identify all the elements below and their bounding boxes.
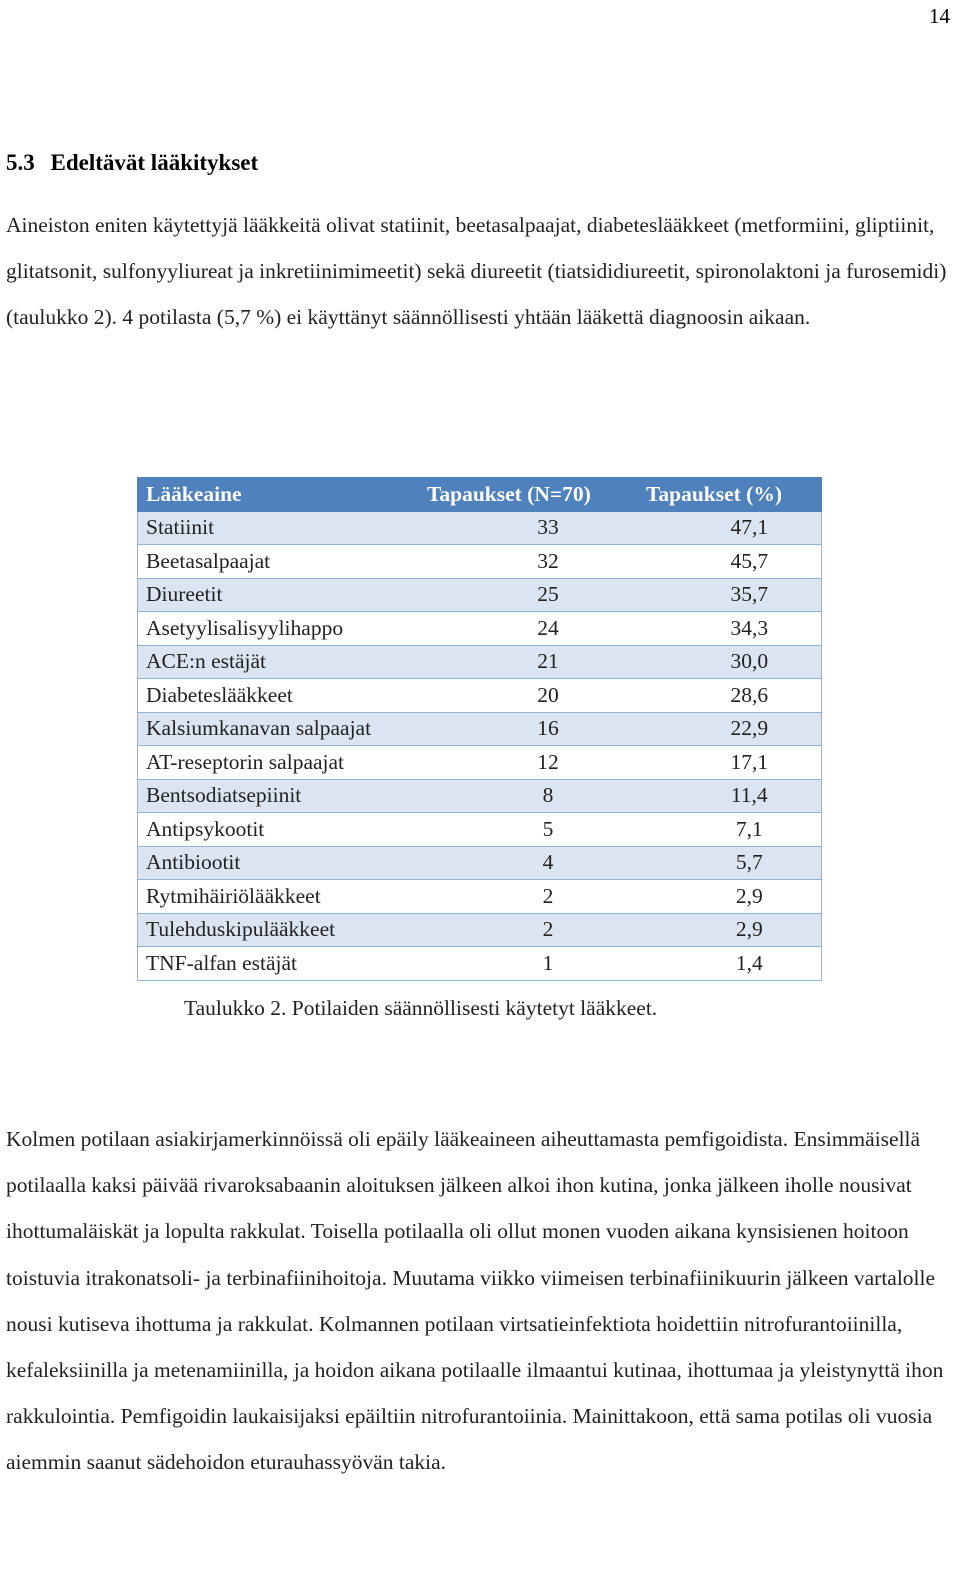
table-row	[138, 545, 822, 579]
cell-percent: 30,0	[638, 645, 822, 679]
cell-cases: 12	[419, 746, 638, 780]
cell-drug: Bentsodiatsepiinit	[138, 779, 419, 813]
table-row	[138, 880, 822, 914]
cell-cases: 2	[419, 913, 638, 947]
cell-percent: 28,6	[638, 679, 822, 713]
header-percent: Tapaukset (%)	[638, 478, 822, 512]
table-header-row	[138, 478, 822, 512]
table-row	[138, 846, 822, 880]
section-heading	[6, 150, 258, 176]
cell-percent: 47,1	[638, 511, 822, 545]
cell-drug: Beetasalpaajat	[138, 545, 419, 579]
cell-drug: Statiinit	[138, 511, 419, 545]
cell-cases: 2	[419, 880, 638, 914]
cell-percent: 17,1	[638, 746, 822, 780]
cell-drug: Diureetit	[138, 578, 419, 612]
table-body	[138, 511, 822, 980]
table-row	[138, 712, 822, 746]
cell-cases: 1	[419, 947, 638, 981]
header-drug: Lääkeaine	[138, 478, 419, 512]
header-cases: Tapaukset (N=70)	[419, 478, 638, 512]
cell-drug: Tulehduskipulääkkeet	[138, 913, 419, 947]
cell-cases: 5	[419, 813, 638, 847]
cell-cases: 33	[419, 511, 638, 545]
cell-drug: Asetyylisalisyylihappo	[138, 612, 419, 646]
table-row	[138, 511, 822, 545]
cell-cases: 20	[419, 679, 638, 713]
cell-cases: 32	[419, 545, 638, 579]
table-row	[138, 645, 822, 679]
table-row	[138, 746, 822, 780]
table-row	[138, 779, 822, 813]
cell-cases: 8	[419, 779, 638, 813]
cell-drug: Antibiootit	[138, 846, 419, 880]
table-caption: Taulukko 2. Potilaiden säännöllisesti käytetyt lääkkeet.	[184, 996, 658, 1020]
cell-percent: 45,7	[638, 545, 822, 579]
table-row	[138, 612, 822, 646]
table-row	[138, 813, 822, 847]
cell-percent: 35,7	[638, 578, 822, 612]
table-row	[138, 913, 822, 947]
body-paragraph: Kolmen potilaan asiakirjamerkinnöissä oli epäily lääkeaineen aiheuttamasta pemfigoidista. Ensimmäisellä potilaalla kaksi päivää rivaroksabaanin aloituksen jälkeen alkoi ihon kutina, jonka jälkeen iholle nousivat ihottumaläiskät ja lopulta rakkulat. Toisella potilaalla oli ollut monen vuoden aikana kynsisienen hoitoon toistuvia itrakonatsoli- ja terbinafiinihoitoja. Muutama viikko viimeisen terbinafiinikuurin jälkeen vartalolle nousi kutiseva ihottuma ja rakkulat. Kolmannen potilaan virtsatieinfektiota hoidettiin nitrofurantoiinilla, kefaleksiinilla ja metenamiinilla, ja hoidon aikana potilaalle ilmaantui kutinaa, ihottumaa ja yleistynyttä ihon rakkulointia. Pemfigoidin laukaisijaksi epäiltiin nitrofurantoiinia. Mainittakoon, että sama potilas oli vuosia aiemmin saanut sädehoidon eturauhassyövän takia.	[6, 1127, 944, 1475]
cell-percent: 2,9	[638, 880, 822, 914]
cell-cases: 4	[419, 846, 638, 880]
medication-table	[137, 477, 822, 981]
page-number: 14	[929, 4, 950, 28]
cell-drug: TNF-alfan estäjät	[138, 947, 419, 981]
table-row	[138, 679, 822, 713]
cell-cases: 25	[419, 578, 638, 612]
cell-percent: 22,9	[638, 712, 822, 746]
cell-drug: AT-reseptorin salpaajat	[138, 746, 419, 780]
section-title: Edeltävät lääkitykset	[50, 150, 259, 175]
cell-percent: 11,4	[638, 779, 822, 813]
cell-percent: 1,4	[638, 947, 822, 981]
section-number: 5.3	[6, 150, 35, 175]
cell-drug: Diabeteslääkkeet	[138, 679, 419, 713]
cell-drug: ACE:n estäjät	[138, 645, 419, 679]
cell-percent: 2,9	[638, 913, 822, 947]
cell-cases: 24	[419, 612, 638, 646]
cell-percent: 34,3	[638, 612, 822, 646]
intro-paragraph: Aineiston eniten käytettyjä lääkkeitä olivat statiinit, beetasalpaajat, diabeteslääkkeet (metformiini, gliptiinit, glitatsonit, sulfonyyliureat ja inkretiinimimeetit) sekä diureetit (tiatsididiureetit, spironolaktoni ja furosemidi) (taulukko 2). 4 potilasta (5,7 %) ei käyttänyt säännöllisesti yhtään lääkettä diagnoosin aikaan.	[6, 213, 947, 330]
cell-cases: 21	[419, 645, 638, 679]
cell-cases: 16	[419, 712, 638, 746]
cell-drug: Antipsykootit	[138, 813, 419, 847]
table-row	[138, 578, 822, 612]
cell-percent: 5,7	[638, 846, 822, 880]
cell-drug: Kalsiumkanavan salpaajat	[138, 712, 419, 746]
cell-percent: 7,1	[638, 813, 822, 847]
cell-drug: Rytmihäiriölääkkeet	[138, 880, 419, 914]
table-row	[138, 947, 822, 981]
